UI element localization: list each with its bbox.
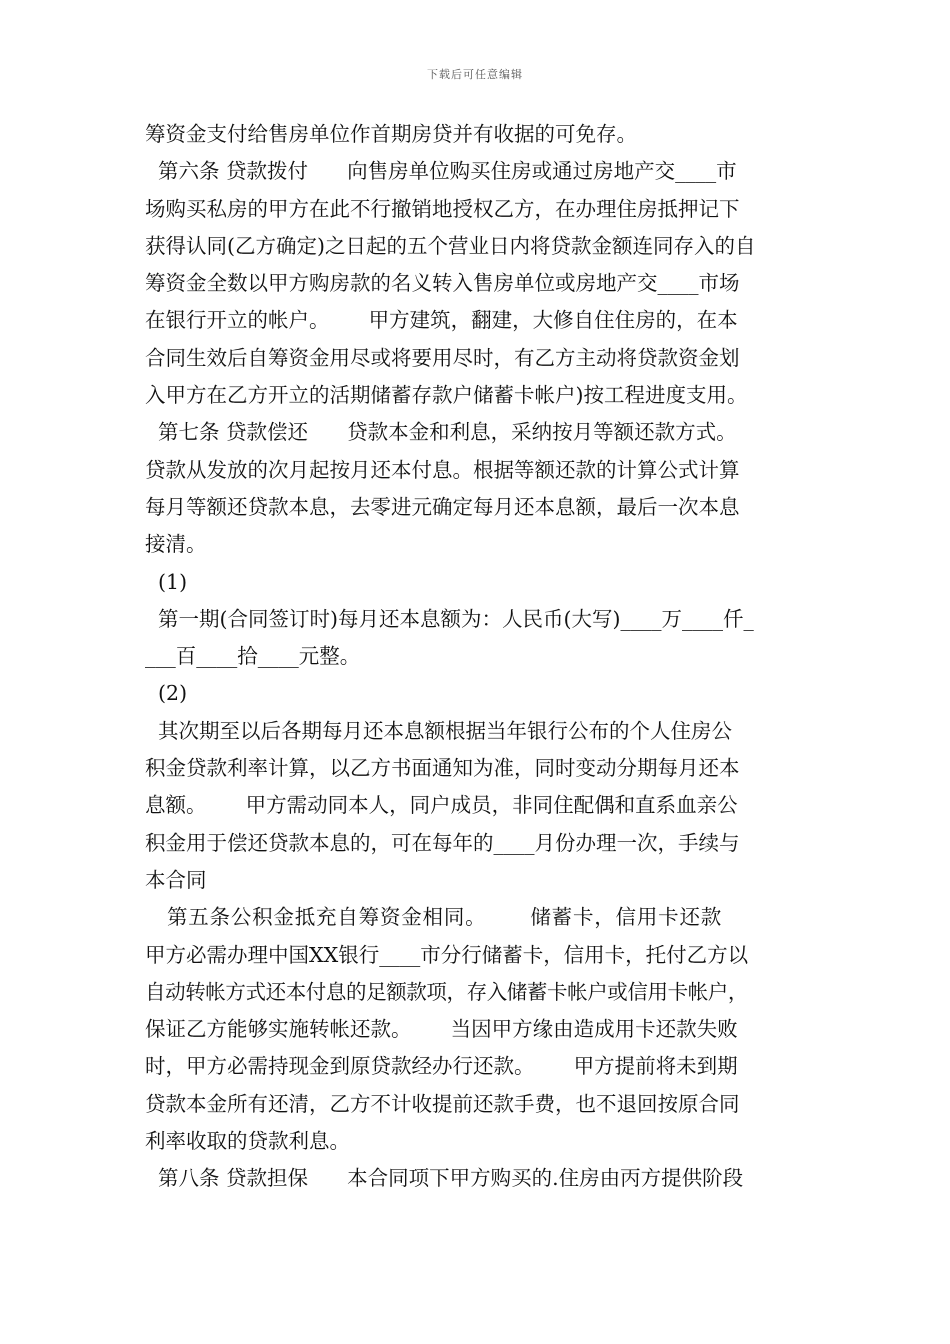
text-line: 第六条 贷款拨付 向售房单位购买住房或通过房地产交____市 [145, 159, 737, 184]
text-line: 在银行开立的帐户。 甲方建筑，翻建，大修自住住房的，在本 [145, 308, 738, 333]
text-line: 筹资金支付给售房单位作首期房贷并有收据的可免存。 [145, 122, 637, 146]
text-line: 自动转帐方式还本付息的足额款项，存入储蓄卡帐户或信用卡帐户， [145, 979, 748, 1004]
list-marker: (2) [145, 681, 188, 706]
text-line: 获得认同(乙方确定)之日起的五个营业日内将贷款金额连同存入的自 [145, 233, 756, 258]
text-line: 每月等额还贷款本息，去零进元确定每月还本息额，最后一次本息 [145, 494, 740, 519]
text-line: 筹资金全数以甲方购房款的名义转入售房单位或房地产交____市场 [145, 271, 740, 296]
text-line: 第七条 贷款偿还 贷款本金和利息，采纳按月等额还款方式。 [145, 420, 737, 445]
text-line: 利率收取的贷款利息。 [145, 1129, 350, 1154]
text-line: 合同生效后自筹资金用尽或将要用尽时，有乙方主动将贷款资金划 [145, 345, 740, 370]
page-header-note: 下载后可任意编辑 [427, 68, 523, 81]
text-line: 时，甲方必需持现金到原贷款经办行还款。 甲方提前将未到期 [145, 1054, 738, 1079]
text-line: 第一期(合同签订时)每月还本息额为：人民币(大写)____万____仟_ [145, 606, 754, 631]
text-line: 其次期至以后各期每月还本息额根据当年银行公布的个人住房公 [145, 718, 733, 743]
text-line: 场购买私房的甲方在此不行撤销地授权乙方，在办理住房抵押记下 [145, 196, 740, 221]
text-line: 积金贷款利率计算，以乙方书面通知为准，同时变动分期每月还本 [145, 756, 740, 781]
text-line: 第八条 贷款担保 本合同项下甲方购买的.住房由丙方提供阶段 [145, 1166, 744, 1191]
text-line: 保证乙方能够实施转帐还款。 当因甲方缘由造成用卡还款失败 [145, 1017, 738, 1042]
text-line: 积金用于偿还贷款本息的，可在每年的____月份办理一次，手续与 [145, 830, 740, 855]
text-line: 本合同 [145, 867, 207, 892]
text-line: 甲方必需办理中国XX银行____市分行储蓄卡，信用卡，托付乙方以 [145, 942, 749, 967]
text-line: 息额。 甲方需动同本人，同户成员，非同住配偶和直系血亲公 [145, 793, 738, 818]
list-marker: (1) [145, 569, 188, 594]
text-line: 接清。 [145, 532, 207, 557]
text-line: 贷款本金所有还清，乙方不计收提前还款手费，也不退回按原合同 [145, 1091, 740, 1116]
text-line: 第五条公积金抵充自筹资金相同。 储蓄卡，信用卡还款 [145, 905, 723, 930]
document-body [145, 116, 813, 1198]
text-line: 入甲方在乙方开立的活期储蓄存款户储蓄卡帐户)按工程进度支用。 [145, 383, 748, 408]
text-line: ___百____拾____元整。 [145, 644, 361, 669]
text-line: 贷款从发放的次月起按月还本付息。根据等额还款的计算公式计算 [145, 457, 740, 482]
